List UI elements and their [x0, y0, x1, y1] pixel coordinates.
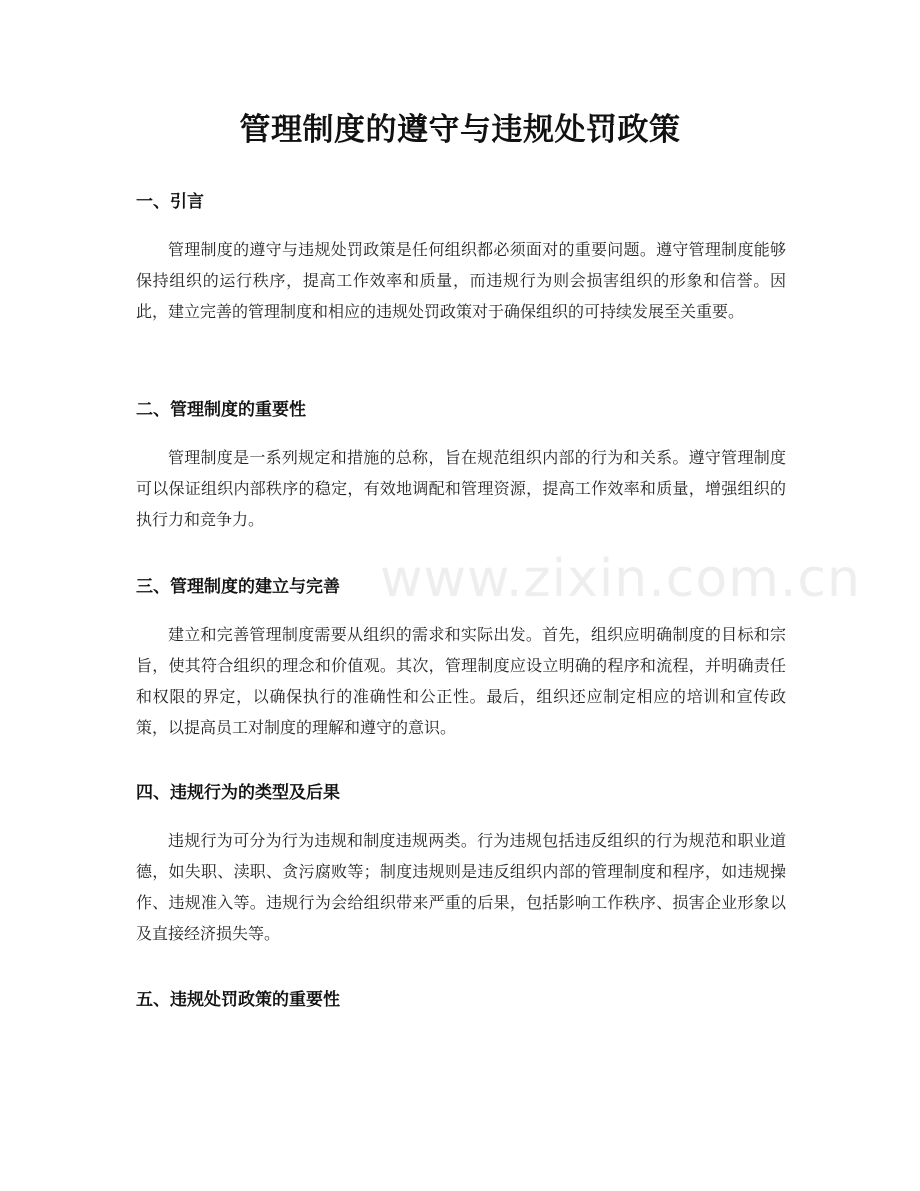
section-penalty-policy [136, 988, 786, 1012]
section-importance [136, 398, 786, 535]
section-heading: 二、管理制度的重要性 [136, 400, 306, 420]
section-paragraph: 违规行为可分为行为违规和制度违规两类。行为违规包括违反组织的行为规范和职业道德，如失职、渎职、贪污腐败等；制度违规则是违反组织内部的管理制度和程序，如违规操作、违规准入等。违规行为会给组织带来严重的后果，包括影响工作秩序、损害企业形象以及直接经济损失等。 [136, 831, 786, 943]
section-paragraph: 管理制度的遵守与违规处罚政策是任何组织都必须面对的重要问题。遵守管理制度能够保持组织的运行秩序，提高工作效率和质量，而违规行为则会损害组织的形象和信誉。因此，建立完善的管理制度和相应的违规处罚政策对于确保组织的可持续发展至关重要。 [136, 240, 786, 321]
section-introduction [136, 190, 786, 327]
section-paragraph: 建立和完善管理制度需要从组织的需求和实际出发。首先，组织应明确制度的目标和宗旨，使其符合组织的理念和价值观。其次，管理制度应设立明确的程序和流程，并明确责任和权限的界定，以确保执行的准确性和公正性。最后，组织还应制定相应的培训和宣传政策，以提高员工对制度的理解和遵守的意识。 [136, 625, 786, 737]
section-establishment [136, 575, 786, 743]
section-violation-types [136, 781, 786, 949]
section-heading: 三、管理制度的建立与完善 [136, 577, 340, 597]
section-heading: 一、引言 [136, 192, 204, 212]
page-title: 管理制度的遵守与违规处罚政策 [239, 112, 681, 148]
section-heading: 四、违规行为的类型及后果 [136, 783, 340, 803]
watermark: www.zixin.com.cn [380, 549, 861, 609]
section-paragraph: 管理制度是一系列规定和措施的总称，旨在规范组织内部的行为和关系。遵守管理制度可以保证组织内部秩序的稳定，有效地调配和管理资源，提高工作效率和质量，增强组织的执行力和竞争力。 [136, 448, 786, 529]
section-heading: 五、违规处罚政策的重要性 [136, 990, 340, 1010]
